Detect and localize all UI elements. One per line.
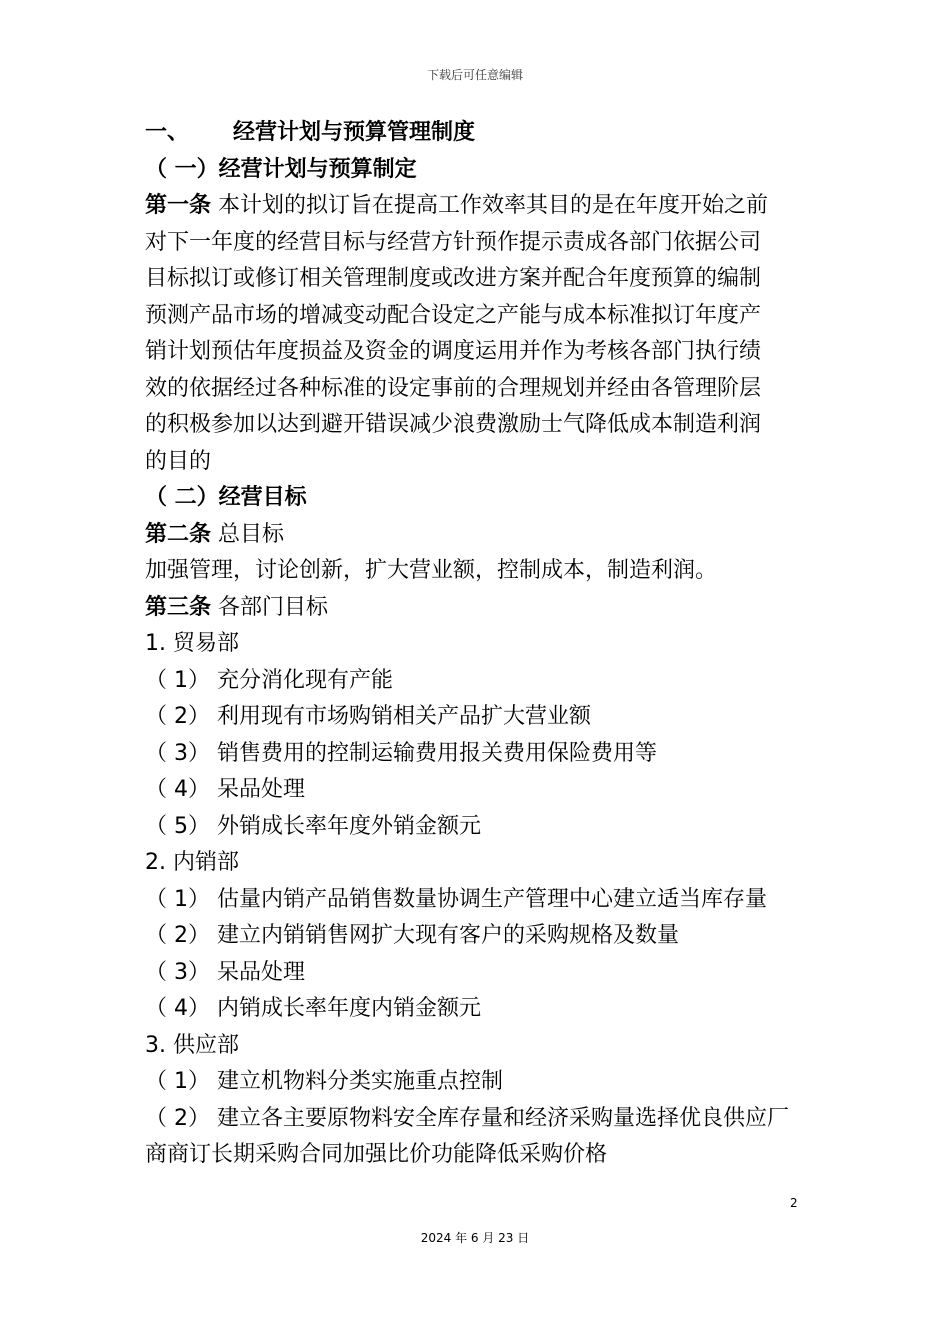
- article-2-label: 第二条: [145, 521, 212, 547]
- list-item: （ 1） 估量内销产品销售数量协调生产管理中心建立适当库存量: [145, 886, 767, 912]
- list-item: （ 1） 充分消化现有产能: [145, 667, 393, 693]
- list-item: （ 2） 建立内销销售网扩大现有客户的采购规格及数量: [145, 923, 679, 948]
- page-header: 下载后可任意编辑: [426, 68, 523, 82]
- section-2-title: （ 二）经营目标: [145, 485, 307, 510]
- list-item: （ 5） 外销成长率年度外销金额元: [145, 813, 481, 839]
- page-footer-date: 2024 年 6 月 23 日: [420, 1231, 530, 1245]
- article-1-label: 第一条: [145, 193, 212, 218]
- dept-title: 3. 供应部: [145, 1032, 239, 1058]
- document-body: [145, 115, 810, 1174]
- article-3-title: 各部门目标: [218, 594, 329, 620]
- heading-1-number: 一、: [145, 120, 190, 145]
- article-1-line: 的积极参加以达到避开错误减少浪费激励士气降低成本制造利润: [145, 412, 762, 437]
- heading-1-title: 经营计划与预算管理制度: [233, 120, 476, 145]
- list-item: （ 2） 建立各主要原物料安全库存量和经济采购量选择优良供应厂: [145, 1105, 789, 1131]
- list-item: （ 4） 内销成长率年度内销金额元: [145, 996, 481, 1021]
- dept-title: 2. 内销部: [145, 850, 239, 875]
- page-number: 2: [790, 1196, 798, 1210]
- list-item: （ 3） 销售费用的控制运输费用报关费用保险费用等: [145, 740, 657, 766]
- article-3-heading: [145, 590, 810, 627]
- list-item: 商商订长期采购合同加强比价功能降低采购价格: [145, 1142, 608, 1167]
- article-3-label: 第三条: [145, 594, 212, 620]
- article-1-line: [145, 188, 810, 225]
- article-1-line: 目标拟订或修订相关管理制度或改进方案并配合年度预算的编制: [145, 266, 762, 291]
- article-2-body: 加强管理，讨论创新，扩大营业额，控制成本，制造利润。: [145, 558, 718, 583]
- article-1-line: 对下一年度的经营目标与经营方针预作提示责成各部门依据公司: [145, 229, 762, 255]
- dept-title: 1. 贸易部: [145, 631, 239, 656]
- article-1-line: 销计划预估年度损益及资金的调度运用并作为考核各部门执行绩: [145, 339, 762, 364]
- article-1-line: 预测产品市场的增减变动配合设定之产能与成本标准拟订年度产: [145, 302, 762, 328]
- article-1-text: 本计划的拟订旨在提高工作效率其目的是在年度开始之前: [218, 193, 769, 218]
- article-2-title: 总目标: [218, 521, 285, 547]
- article-1-line: 效的依据经过各种标准的设定事前的合理规划并经由各管理阶层: [145, 375, 762, 401]
- list-item: （ 3） 呆品处理: [145, 959, 305, 985]
- list-item: （ 1） 建立机物料分类实施重点控制: [145, 1069, 503, 1094]
- article-1-line: 的目的: [145, 448, 212, 474]
- list-item: （ 4） 呆品处理: [145, 777, 305, 802]
- heading-1: [145, 115, 810, 152]
- section-1-title: （ 一）经营计划与预算制定: [145, 156, 417, 182]
- article-2-heading: [145, 517, 810, 554]
- list-item: （ 2） 利用现有市场购销相关产品扩大营业额: [145, 704, 591, 729]
